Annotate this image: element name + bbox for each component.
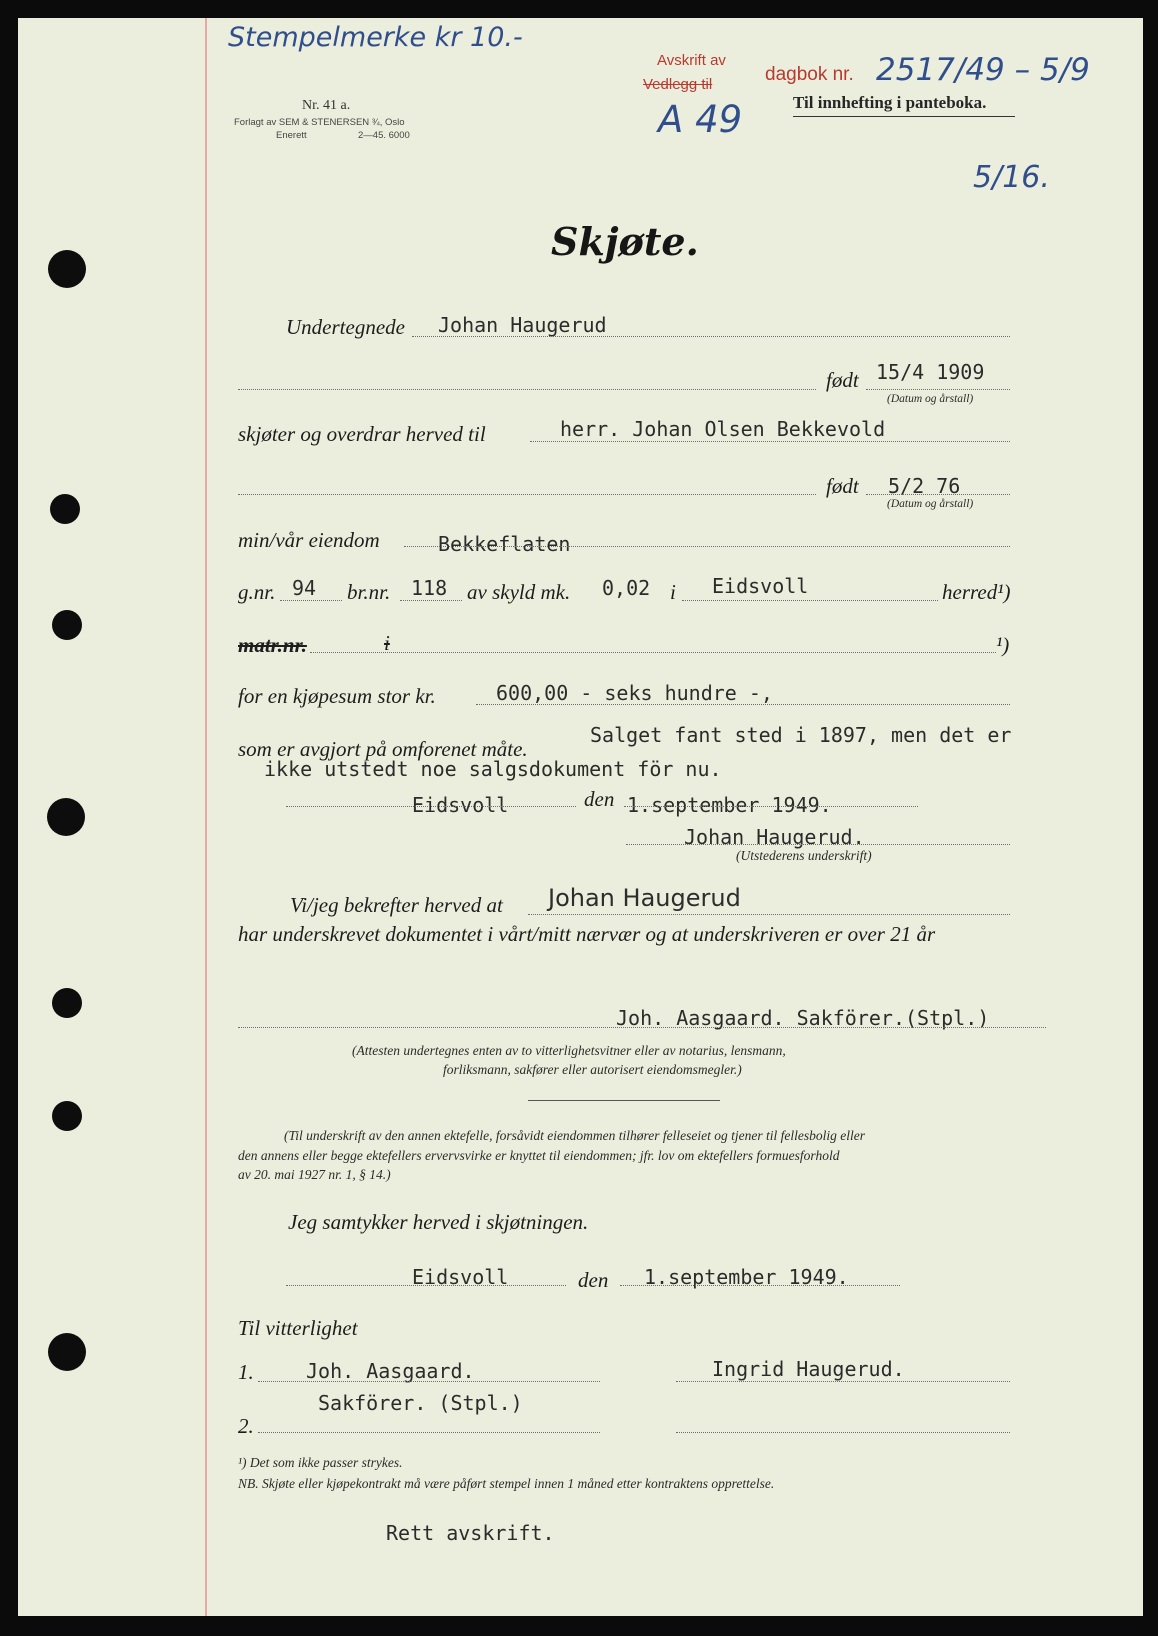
signature-hint: (Utstederens underskrift) [736, 848, 872, 863]
kjopesum-label: for en kjøpesum stor kr. [238, 684, 436, 708]
dotted-line [626, 844, 1010, 845]
section-divider [528, 1100, 720, 1101]
dotted-line [620, 1285, 900, 1286]
fodt-label-2: født [826, 474, 859, 498]
dotted-line [286, 1285, 566, 1286]
brnr-value: 118 [411, 576, 448, 600]
datum-hint: (Datum og årstall) [887, 393, 974, 405]
footnote-nb: NB. Skjøte eller kjøpekontrakt må være påført stempel innen 1 måned etter kontraktens opprettelse. [238, 1476, 775, 1491]
matr-label: matr.nr. [238, 633, 307, 657]
spouse-note1: (Til underskrift av den annen ektefelle, forsåvidt eiendommen tilhører felleseiet og tjener til fellesbolig eller [284, 1128, 865, 1143]
binder-hole [48, 1333, 86, 1371]
dotted-line [476, 704, 1010, 705]
binder-hole [52, 988, 82, 1018]
herred-value: Eidsvoll [712, 574, 809, 598]
spouse-consent: Jeg samtykker herved i skjøtningen. [288, 1210, 589, 1234]
spouse-den-label: den [578, 1268, 609, 1292]
dotted-line [400, 600, 462, 601]
witness1-name: Joh. Aasgaard. [306, 1359, 475, 1383]
witness-number-2: 2. [238, 1414, 254, 1438]
dotted-line [280, 600, 342, 601]
skyld-value: 0,02 [602, 576, 651, 600]
dotted-line [412, 336, 1010, 337]
attest-label: Vi/jeg bekrefter herved at [290, 893, 503, 917]
binder-hole [50, 494, 80, 524]
dotted-line [310, 652, 996, 653]
stamp-duty-note: Stempelmerke kr 10.- [228, 22, 523, 53]
dotted-line [238, 494, 816, 495]
dotted-line [866, 494, 1010, 495]
spouse-note3: av 20. mai 1927 nr. 1, § 14.) [238, 1167, 391, 1182]
innhefting-underline [793, 116, 1015, 117]
dagbok-entry: 2517/49 – 5/9 [876, 52, 1090, 88]
skyld-label: av skyld mk. [467, 580, 571, 604]
margin-rule [205, 18, 207, 1616]
attest-note1: (Attesten undertegnes enten av to vitterlighetsvitner eller av notarius, lensmann, [352, 1043, 786, 1058]
undertegnede-label: Undertegnede [286, 315, 405, 339]
signing-date: 1.september 1949. [627, 793, 832, 817]
matr-end: ¹) [996, 633, 1010, 657]
spouse-place: Eidsvoll [412, 1265, 509, 1289]
buyer-name: herr. Johan Olsen Bekkevold [560, 417, 886, 441]
dotted-line [624, 806, 918, 807]
purchase-price: 600,00 - seks hundre -, [496, 681, 773, 705]
reference-number: A 49 [658, 98, 743, 141]
dotted-line [258, 1381, 600, 1382]
attest-line2: har underskrevet dokumentet i vårt/mitt nærvær og at underskriveren er over 21 år [238, 922, 936, 946]
witness-number-1: 1. [238, 1360, 254, 1384]
i-label: i [670, 580, 676, 604]
seller-name: Johan Haugerud [438, 313, 607, 337]
dotted-line [676, 1432, 1010, 1433]
spouse-date: 1.september 1949. [644, 1265, 849, 1289]
form-print-code: 2—45. 6000 [358, 130, 410, 141]
fodt-label: født [826, 368, 859, 392]
signing-place: Eidsvoll [412, 793, 509, 817]
form-number: Nr. 41 a. [302, 98, 351, 113]
sale-note-line1: Salget fant sted i 1897, men det er [590, 723, 1012, 747]
spouse-signature: Ingrid Haugerud. [712, 1357, 905, 1381]
innhefting-label: Til innhefting i panteboka. [793, 93, 987, 112]
dotted-line [258, 1432, 600, 1433]
certified-copy-note: Rett avskrift. [386, 1521, 555, 1545]
dotted-line [530, 441, 1010, 442]
eiendom-label: min/vår eiendom [238, 528, 380, 552]
dotted-line [404, 546, 1010, 547]
copy-stamp-line2: Vedlegg til [643, 76, 713, 93]
dotted-line [238, 389, 816, 390]
dotted-line [528, 914, 1010, 915]
datum-hint-2: (Datum og årstall) [887, 498, 974, 510]
binder-hole [48, 250, 86, 288]
binder-hole [47, 798, 85, 836]
document-title: Skjøte. [551, 219, 699, 264]
form-rights: Enerett [276, 130, 307, 141]
binder-hole [52, 1101, 82, 1131]
witness-signature: Joh. Aasgaard. Sakförer.(Stpl.) [616, 1006, 990, 1030]
dotted-line [682, 600, 938, 601]
brnr-label: br.nr. [347, 580, 391, 604]
dotted-line [238, 1027, 1046, 1028]
dotted-line [676, 1381, 1010, 1382]
form-publisher: Forlagt av SEM & STENERSEN ¾, Oslo [234, 117, 405, 128]
skjoter-label: skjøter og overdrar herved til [238, 422, 486, 446]
buyer-birthdate: 5/2 76 [888, 474, 961, 498]
attest-note2: forliksmann, sakfører eller autorisert eiendomsmegler.) [443, 1062, 742, 1077]
den-label: den [584, 787, 615, 811]
gnr-label: g.nr. [238, 580, 276, 604]
spouse-note2: den annens eller begge ektefellers ervervsvirke er knyttet til eiendommen; jfr. lov om ektefellers formuesforhold [238, 1148, 840, 1163]
herred-label: herred¹) [942, 580, 1011, 604]
gnr-value: 94 [292, 576, 317, 600]
witness-heading: Til vitterlighet [238, 1316, 358, 1340]
sale-note-line2: ikke utstedt noe salgsdokument för nu. [264, 757, 722, 781]
seller-birthdate: 15/4 1909 [876, 360, 985, 384]
dagbok-label: dagbok nr. [765, 64, 854, 85]
copy-stamp-line1: Avskrift av [657, 52, 726, 69]
avgjort-label: som er avgjort på omforenet måte. [238, 737, 528, 761]
matr-i: i [384, 631, 390, 655]
footnote-1: ¹) Det som ikke passer strykes. [238, 1455, 403, 1470]
dotted-line [286, 806, 576, 807]
dotted-line [866, 389, 1010, 390]
clerk-initials: 5/16. [973, 160, 1050, 195]
binder-hole [52, 610, 82, 640]
attest-name: Johan Haugerud [548, 884, 741, 912]
property-name: Bekkeflaten [438, 532, 571, 556]
seller-signature: Johan Haugerud. [684, 825, 865, 849]
witness1-title: Sakförer. (Stpl.) [318, 1391, 523, 1415]
